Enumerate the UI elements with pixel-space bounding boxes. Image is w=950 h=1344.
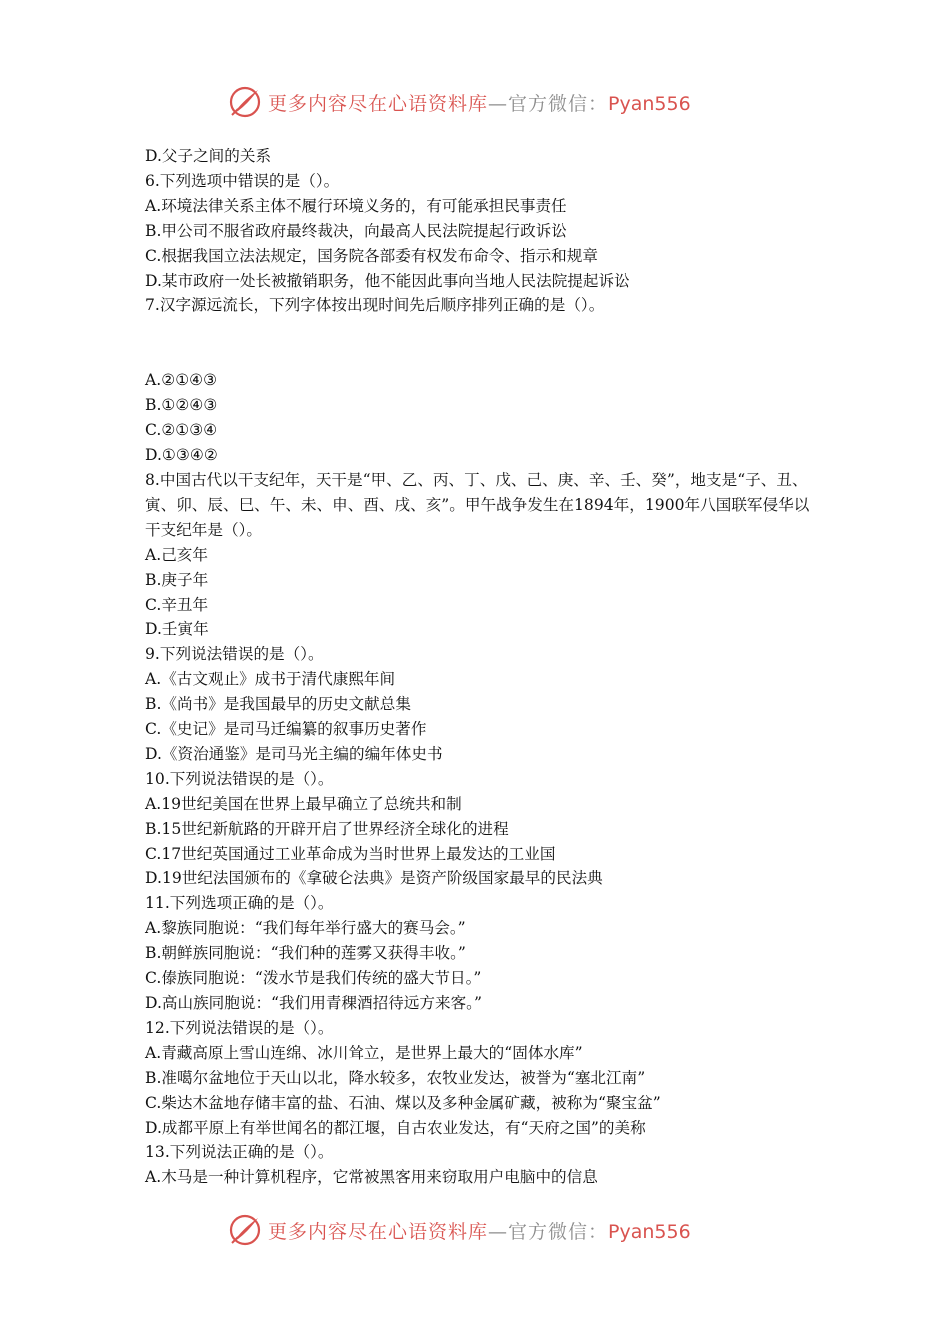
text-line: D.19世纪法国颁布的《拿破仑法典》是资产阶级国家最早的民法典 [145,869,603,888]
text-line: A.青藏高原上雪山连绵、冰川耸立，是世界上最大的“固体水库” [145,1043,583,1062]
text-line: 8.中国古代以干支纪年，天干是“甲、乙、丙、丁、戊、己、庚、辛、壬、癸”，地支是“子、丑、寅、卯、辰、巳、午、未、申、酉、戌、亥”。甲午战争发生在1894年，1900年八国联军侵华以干支纪年是（）。 [145,470,810,539]
text-line: 12.下列说法错误的是（）。 [145,1018,334,1037]
text-line: C.柴达木盆地存储丰富的盐、石油、煤以及多种金属矿藏，被称为“聚宝盆” [145,1093,661,1112]
question-block-1 [145,144,810,318]
text-line: B.准噶尔盆地位于天山以北，降水较多，农牧业发达，被誉为“塞北江南” [145,1068,646,1087]
text-line: B.①②④③ [145,396,218,415]
banner-separator: —官方微信： [488,1220,609,1243]
document-body [145,144,810,1190]
text-line: D.壬寅年 [145,620,209,639]
text-line: 7.汉字源远流长，下列字体按出现时间先后顺序排列正确的是（）。 [145,296,605,315]
text-line: 10.下列说法错误的是（）。 [145,769,334,788]
banner-main: 更多内容尽在心语资料库 [268,92,489,115]
text-line: B.15世纪新航路的开辟开启了世界经济全球化的进程 [145,819,509,838]
text-line: B.庚子年 [145,570,209,589]
missing-figure-space [145,318,810,368]
text-line: 6.下列选项中错误的是（）。 [145,171,340,190]
banner-separator: —官方微信： [488,92,609,115]
header-banner [228,84,748,120]
text-line: D.成都平原上有举世闻名的都江堰，自古农业发达，有“天府之国”的美称 [145,1118,646,1137]
text-line: C.傣族同胞说：“泼水节是我们传统的盛大节日。” [145,969,482,988]
banner-text [268,89,691,116]
text-line: C.辛丑年 [145,595,209,614]
text-line: C.《史记》是司马迁编纂的叙事历史著作 [145,720,427,739]
text-line: B.甲公司不服省政府最终裁决，向最高人民法院提起行政诉讼 [145,221,567,240]
text-line: A.木马是一种计算机程序，它常被黑客用来窃取用户电脑中的信息 [145,1168,598,1187]
banner-wechat-id: Pyan556 [608,92,691,115]
banner-wechat-id: Pyan556 [608,1220,691,1243]
text-line: C.17世纪英国通过工业革命成为当时世界上最发达的工业国 [145,844,556,863]
text-line: A.《古文观止》成书于清代康熙年间 [145,670,396,689]
quill-logo-icon [228,1213,262,1247]
banner-text [268,1217,691,1244]
quill-logo-icon [228,85,262,119]
text-line: D.①③④② [145,446,218,465]
text-line: A.环境法律关系主体不履行环境义务的，有可能承担民事责任 [145,196,567,215]
text-line: B.《尚书》是我国最早的历史文献总集 [145,695,411,714]
banner-main: 更多内容尽在心语资料库 [268,1220,489,1243]
footer-banner [228,1212,748,1248]
text-line: 11.下列选项正确的是（）。 [145,894,334,913]
text-line: C.②①③④ [145,421,218,440]
question-block-2 [145,368,810,1190]
text-line: A.己亥年 [145,545,208,564]
text-line: D.《资治通鉴》是司马光主编的编年体史书 [145,744,443,763]
text-line: 13.下列说法正确的是（）。 [145,1143,334,1162]
text-line: C.根据我国立法法规定，国务院各部委有权发布命令、指示和规章 [145,246,598,265]
text-line: 9.下列说法错误的是（）。 [145,645,324,664]
text-line: A.黎族同胞说：“我们每年举行盛大的赛马会。” [145,919,466,938]
text-line: D.高山族同胞说：“我们用青稞酒招待远方来客。” [145,994,482,1012]
text-line: A.②①④③ [145,371,218,390]
text-line: A.19世纪美国在世界上最早确立了总统共和制 [145,794,462,813]
text-line: D.某市政府一处长被撤销职务，他不能因此事向当地人民法院提起诉讼 [145,271,630,290]
text-line: B.朝鲜族同胞说：“我们种的莲雾又获得丰收。” [145,944,466,963]
text-line: D.父子之间的关系 [145,147,272,165]
